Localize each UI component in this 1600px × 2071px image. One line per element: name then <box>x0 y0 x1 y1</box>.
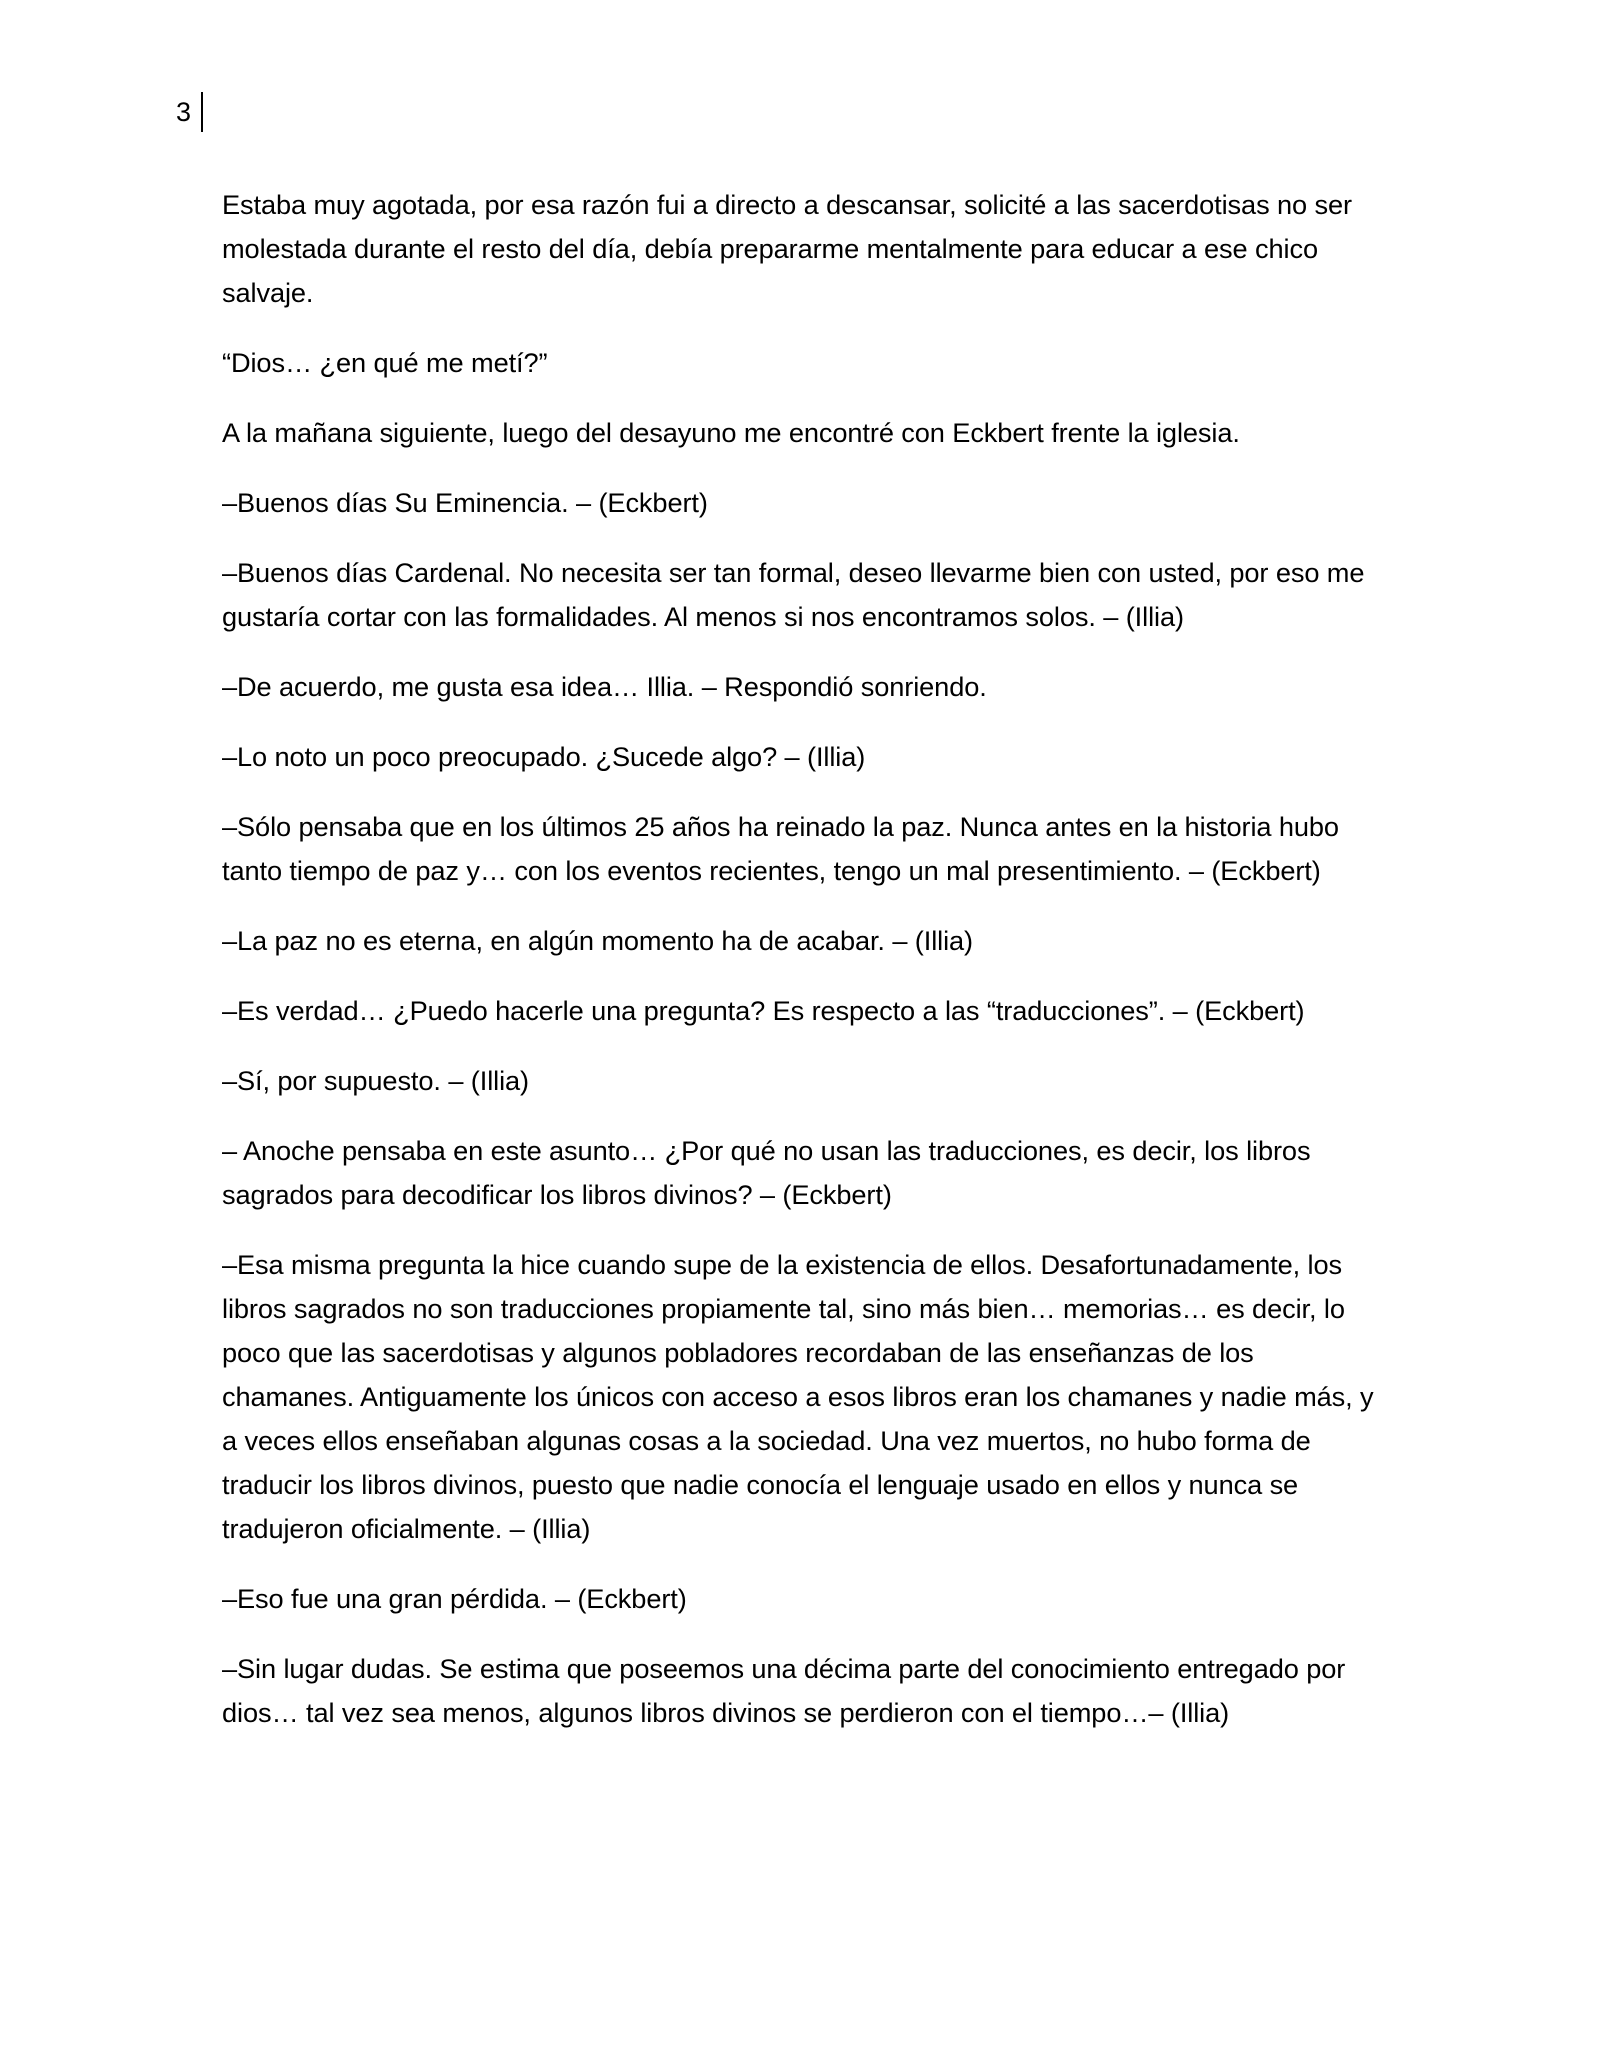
paragraph: –Buenos días Cardenal. No necesita ser tan formal, deseo llevarme bien con usted, por eso me gustaría cortar con las formalidades. Al menos si nos encontramos solos. – (Illia) <box>222 557 1365 632</box>
paragraph: –Sin lugar dudas. Se estima que poseemos una décima parte del conocimiento entregado por dios… tal vez sea menos, algunos libros divinos se perdieron con el tiempo…– (Illia) <box>222 1653 1346 1728</box>
paragraph: A la mañana siguiente, luego del desayuno me encontré con Eckbert frente la iglesia. <box>222 417 1240 448</box>
header-divider <box>201 92 203 132</box>
paragraph: –Eso fue una gran pérdida. – (Eckbert) <box>222 1583 687 1614</box>
paragraph: –Sí, por supuesto. – (Illia) <box>222 1065 529 1096</box>
paragraph: –Lo noto un poco preocupado. ¿Sucede algo? – (Illia) <box>222 741 866 772</box>
paragraph: –Es verdad… ¿Puedo hacerle una pregunta? Es respecto a las “traducciones”. – (Eckbert) <box>222 995 1305 1026</box>
paragraph: –Buenos días Su Eminencia. – (Eckbert) <box>222 487 708 518</box>
paragraph: –De acuerdo, me gusta esa idea… Illia. – Respondió sonriendo. <box>222 671 987 702</box>
document-body <box>222 183 1382 1761</box>
page-number: 3 <box>176 97 192 127</box>
paragraph: – Anoche pensaba en este asunto… ¿Por qué no usan las traducciones, es decir, los libros sagrados para decodificar los libros divinos? – (Eckbert) <box>222 1135 1311 1210</box>
paragraph: Estaba muy agotada, por esa razón fui a directo a descansar, solicité a las sacerdotisas no ser molestada durante el resto del día, debía prepararme mentalmente para educar a ese chico salvaje. <box>222 189 1352 308</box>
paragraph: –La paz no es eterna, en algún momento ha de acabar. – (Illia) <box>222 925 974 956</box>
paragraph: “Dios… ¿en qué me metí?” <box>222 347 548 378</box>
paragraph: –Esa misma pregunta la hice cuando supe de la existencia de ellos. Desafortunadamente, los libros sagrados no son traducciones propiamente tal, sino más bien… memorias… es decir, lo poco que las sacerdotisas y algunos pobladores recordaban de las enseñanzas de los chamanes. Antiguamente los únicos con acceso a esos libros eran los chamanes y nadie más, y a veces ellos enseñaban algunas cosas a la sociedad. Una vez muertos, no hubo forma de traducir los libros divinos, puesto que nadie conocía el lenguaje usado en ellos y nunca se tradujeron oficialmente. – (Illia) <box>222 1249 1374 1544</box>
page-header <box>176 92 203 132</box>
paragraph: –Sólo pensaba que en los últimos 25 años ha reinado la paz. Nunca antes en la historia hubo tanto tiempo de paz y… con los eventos recientes, tengo un mal presentimiento. – (Eckbert) <box>222 811 1339 886</box>
